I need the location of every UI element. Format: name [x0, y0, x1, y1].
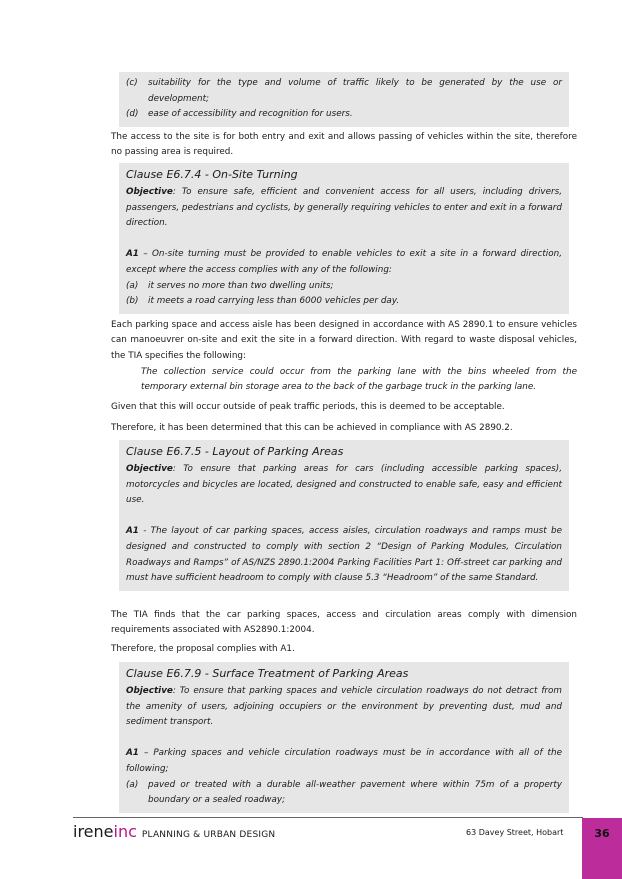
- item-text: ease of accessibility and recognition for users.: [148, 109, 353, 120]
- a1-text: – Parking spaces and vehicle circulation roadways must be in accordance with all of the following;: [126, 748, 562, 774]
- acceptable-solution: [126, 524, 562, 586]
- clause-title: Clause E6.7.4 - On-Site Turning: [126, 168, 298, 181]
- list-item: [126, 107, 562, 123]
- brand-logo: [73, 821, 275, 846]
- clause-title: Clause E6.7.5 - Layout of Parking Areas: [126, 445, 344, 458]
- list-item: [126, 778, 562, 809]
- list-item: [126, 294, 562, 310]
- objective: [126, 462, 562, 509]
- objective-text: : To ensure that parking areas for cars (including accessible parking spaces), motorcycles and bicycles are located, designed and constructed to enable safe, easy and efficient use.: [126, 464, 562, 506]
- list-item: [126, 279, 562, 295]
- footer-divider: [73, 817, 583, 818]
- objective: [126, 185, 562, 232]
- a1-label: A1: [126, 526, 139, 537]
- a1-label: A1: [126, 748, 139, 759]
- item-key: (b): [126, 296, 139, 307]
- item-text: paved or treated with a durable all-weather pavement where within 75m of a property boundary or a sealed roadway;: [148, 779, 562, 806]
- page-number-tab: [582, 818, 622, 879]
- body-paragraph: Therefore, it has been determined that this can be achieved in compliance with AS 2890.2.: [111, 423, 513, 433]
- item-key: (d): [126, 109, 139, 120]
- clause-title: Clause E6.7.9 - Surface Treatment of Parking Areas: [126, 667, 409, 680]
- a1-label: A1: [126, 249, 139, 260]
- a1-text: - The layout of car parking spaces, access aisles, circulation roadways and ramps must be designed and constructed to comply with section 2 “Design of Parking Modules, Circulation Roadways and Ramps” of AS/NZS 2890.1:2004 Parking Facilities Part 1: Off-street car parking and must have sufficient headroom to comply with clause 5.3 “Headroom” of the same Standard.: [126, 526, 562, 584]
- list-item: [126, 76, 562, 107]
- brand-name: irene: [73, 822, 114, 841]
- a1-text: – On-site turning must be provided to enable vehicles to exit a site in a forward direction, except where the access complies with any of the following:: [126, 249, 562, 275]
- footer-address: 63 Davey Street, Hobart: [466, 828, 564, 837]
- brand-name-accent: inc: [113, 822, 137, 841]
- objective-text: : To ensure safe, efficient and convenient access for all users, including drivers, passengers, pedestrians and cyclists, by generally requiring vehicles to enter and exit in a forward direction.: [126, 187, 562, 229]
- item-text: it meets a road carrying less than 6000 vehicles per day.: [148, 296, 400, 307]
- objective: [126, 684, 562, 731]
- item-text: suitability for the type and volume of traffic likely to be generated by the use or development;: [148, 78, 562, 104]
- objective-label: Objective: [126, 187, 173, 197]
- body-paragraph: The TIA finds that the car parking spaces, access and circulation areas comply with dimension requirements associated with AS2890.1:2004.: [111, 610, 577, 636]
- clause-box-surface-treatment: [119, 662, 569, 813]
- acceptable-solution: [126, 247, 562, 278]
- clause-box-continuation: [119, 72, 569, 127]
- clause-box-on-site-turning: [119, 163, 569, 314]
- acceptable-solution: [126, 746, 562, 777]
- item-text: it serves no more than two dwelling units;: [148, 280, 334, 291]
- objective-label: Objective: [126, 464, 173, 474]
- body-paragraph: Each parking space and access aisle has been designed in accordance with AS 2890.1 to ensure vehicles can manoeuvrer on-site and exit the site in a forward direction. With regard to waste disposal vehicles, the TIA specifies the following:: [111, 320, 577, 361]
- body-paragraph: Given that this will occur outside of peak traffic periods, this is deemed to be acceptable.: [111, 402, 505, 412]
- objective-text: : To ensure that parking spaces and vehicle circulation roadways do not detract from the amenity of users, adjoining occupiers or the environment by preventing dust, mud and sediment transport.: [126, 686, 562, 728]
- page-number: 36: [594, 827, 610, 840]
- item-key: (c): [126, 78, 138, 88]
- body-paragraph: Therefore, the proposal complies with A1.: [111, 644, 295, 654]
- item-key: (a): [126, 779, 139, 790]
- clause-box-layout-of-parking: [119, 440, 569, 591]
- item-key: (a): [126, 280, 139, 291]
- objective-label: Objective: [126, 686, 173, 696]
- brand-tagline: PLANNING & URBAN DESIGN: [141, 830, 276, 840]
- block-quote: The collection service could occur from the parking lane with the bins wheeled from the temporary external bin storage area to the back of the garbage truck in the parking lane.: [141, 367, 577, 393]
- body-paragraph: The access to the site is for both entry and exit and allows passing of vehicles within the site, therefore no passing area is required.: [111, 132, 577, 158]
